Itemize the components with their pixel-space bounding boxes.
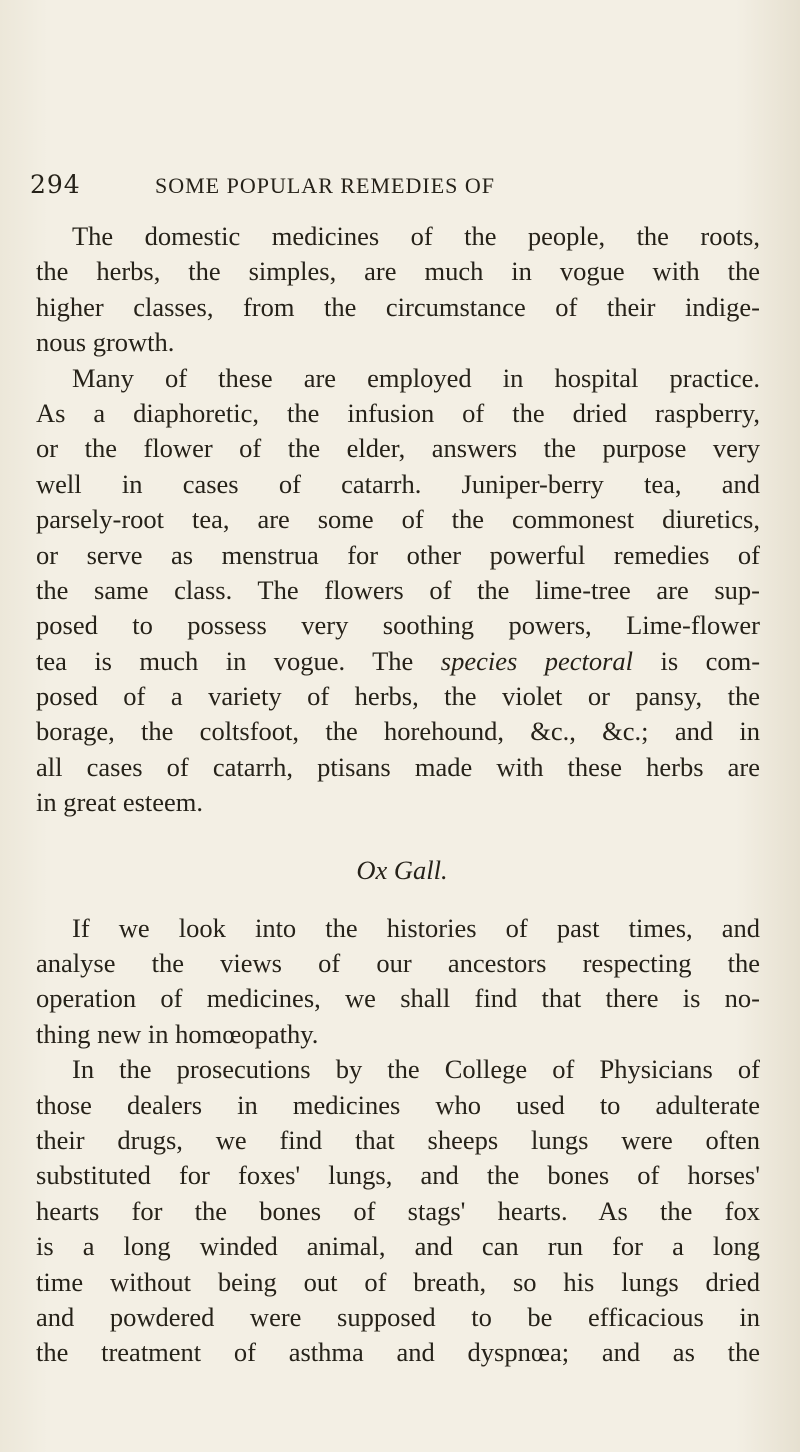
text-line: As a diaphoretic, the infusion of the dried raspberry, [36,397,760,428]
text-line: analyse the views of our ancestors respecting the [36,948,760,979]
text-line: nous growth. [36,327,175,358]
text-line: In the prosecutions by the College of Physicians of [72,1054,760,1085]
text-line: thing new in homœopathy. [36,1018,319,1049]
text-line: Many of these are employed in hospital practice. [72,362,760,393]
text-line: the herbs, the simples, are much in vogue with the [36,256,760,287]
text-run: is com- [633,645,761,676]
italic-term-species-pectoral: species pectoral [440,645,634,676]
text-line-with-italic [36,644,760,679]
text-run: tea is much in vogue. The [36,645,441,676]
text-line: hearts for the bones of stags' hearts. As the fox [36,1195,760,1226]
section-heading-ox-gall: Ox Gall. [356,854,448,885]
page-number: 294 [30,170,81,199]
running-head: SOME POPULAR REMEDIES OF [155,173,495,198]
text-line: all cases of catarrh, ptisans made with these herbs are [36,751,760,782]
text-line: time without being out of breath, so his lungs dried [36,1266,760,1297]
text-line: parsely-root tea, are some of the commonest diuretics, [36,504,760,535]
text-line: and powdered were supposed to be efficacious in [36,1301,760,1332]
paragraph-hospital-practice [36,361,760,821]
text-line: the treatment of asthma and dyspnœa; and as the [36,1337,760,1368]
text-line: borage, the coltsfoot, the horehound, &c., &c.; and in [36,716,760,747]
text-line: higher classes, from the circumstance of their indige- [36,291,760,322]
text-line: or serve as menstrua for other powerful remedies of [36,539,760,570]
text-line: If we look into the histories of past times, and [72,912,760,943]
text-line: posed of a variety of herbs, the violet or pansy, the [36,681,760,712]
text-line: substituted for foxes' lungs, and the bones of horses' [36,1160,760,1191]
text-line: The domestic medicines of the people, the roots, [72,221,760,251]
text-line: well in cases of catarrh. Juniper-berry tea, and [36,468,760,499]
text-line: or the flower of the elder, answers the purpose very [36,433,760,464]
text-line: their drugs, we find that sheeps lungs were often [36,1124,760,1155]
text-line: operation of medicines, we shall find that there is no- [36,983,760,1014]
text-line: is a long winded animal, and can run for a long [36,1231,760,1262]
body-text [36,219,760,1371]
text-line: posed to possess very soothing powers, Lime-flower [36,610,760,641]
paragraph-prosecutions [36,1052,760,1371]
page-header [30,170,770,210]
paragraph-domestic-medicines [36,219,760,361]
text-line: the same class. The flowers of the lime-tree are sup- [36,574,760,605]
paragraph-histories [36,911,760,1053]
text-line: those dealers in medicines who used to adulterate [36,1089,760,1120]
text-line: in great esteem. [36,787,204,818]
